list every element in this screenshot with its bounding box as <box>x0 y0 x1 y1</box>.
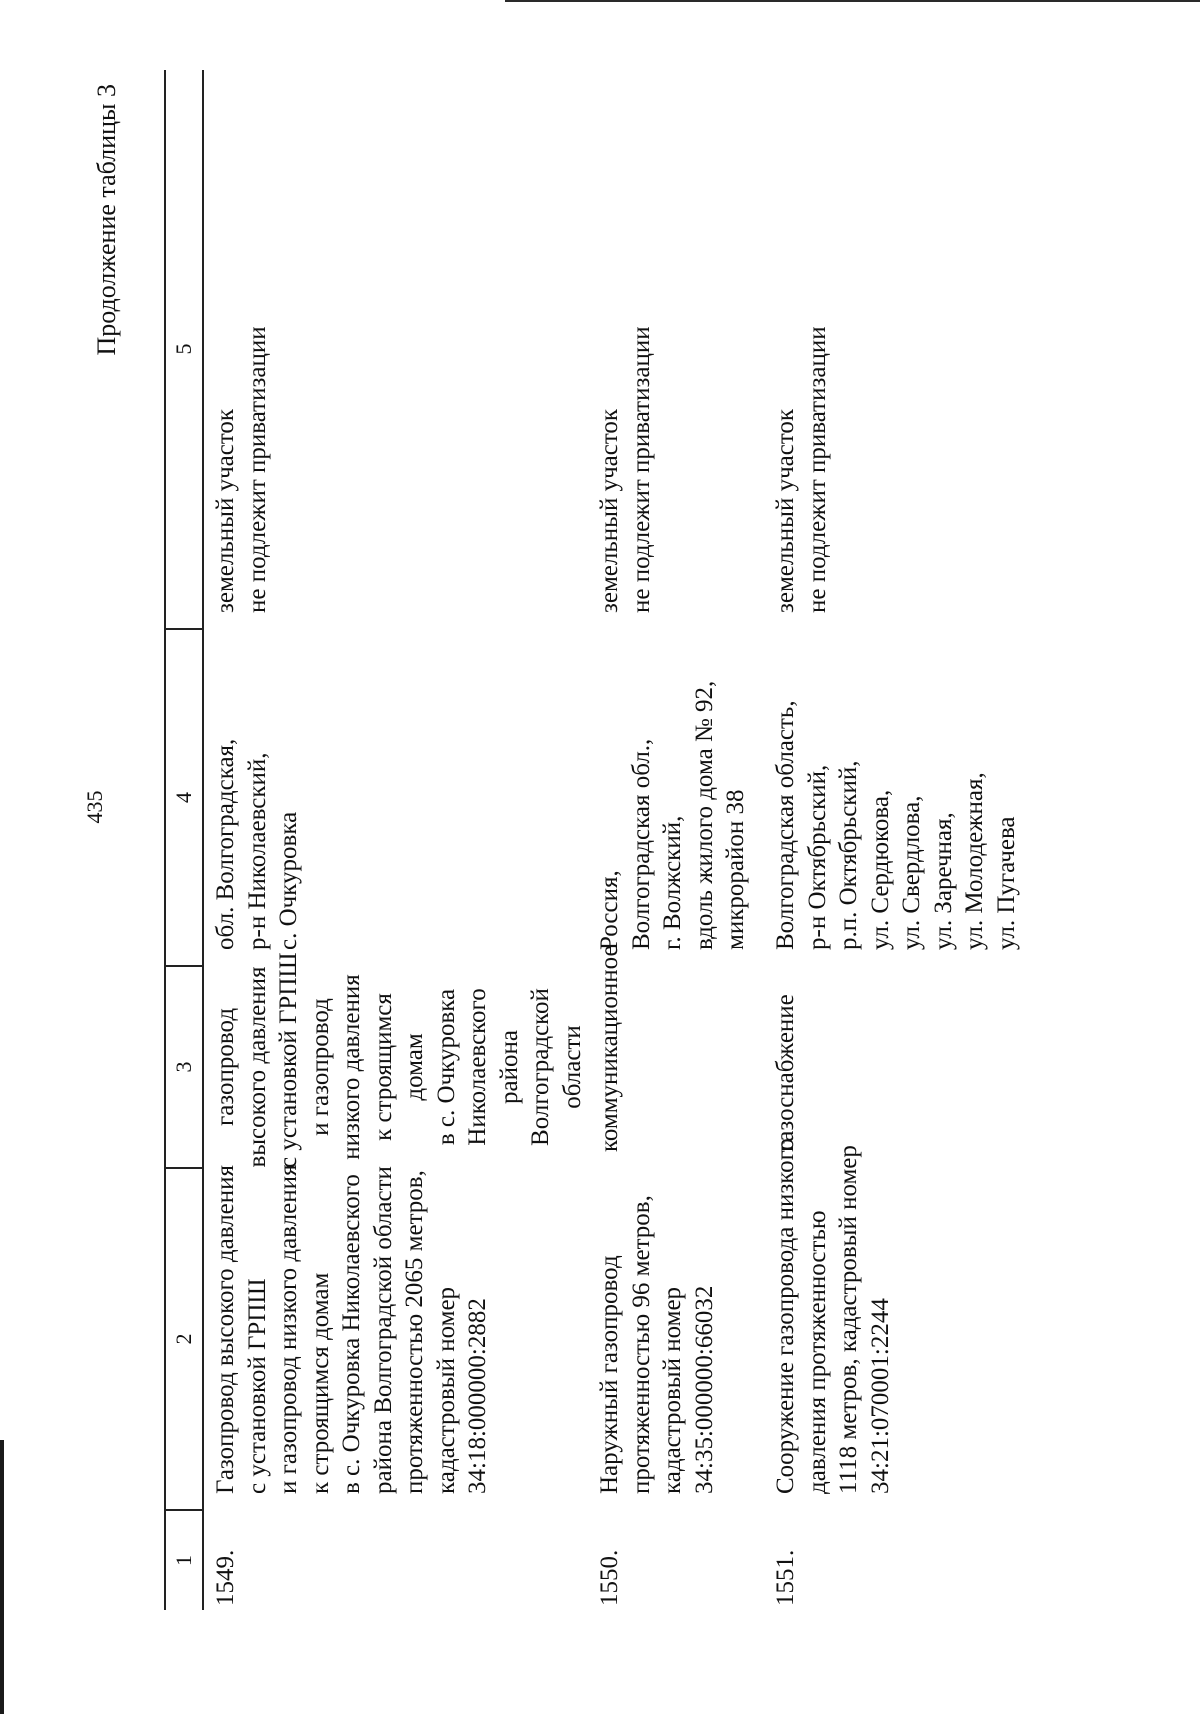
description-line: района Волгоградской области <box>369 1166 397 1494</box>
address-line: ул. Заречная, <box>929 812 957 950</box>
description-line: 1118 метров, кадастровый номер <box>835 1145 862 1494</box>
table-body <box>203 70 1024 1610</box>
purpose-cell <box>764 966 1024 1168</box>
row-number-cell <box>203 1510 588 1610</box>
column-header-1: 1 <box>165 1510 203 1610</box>
description-cell <box>764 1138 1024 1510</box>
note-cell <box>203 70 588 629</box>
address-text <box>204 629 305 966</box>
purpose-line: коммуникационное <box>596 945 623 1152</box>
description-line: 34:18:000000:2882 <box>464 1298 491 1494</box>
address-line: г. Волжский, <box>659 815 686 950</box>
note-text <box>588 70 657 629</box>
description-line: 34:35:000000:66032 <box>690 1285 718 1494</box>
note-line: не подлежит приватизации <box>803 326 831 613</box>
description-line: Сооружение газопровода низкого <box>772 1138 799 1494</box>
purpose-line: к строящимся <box>369 993 397 1141</box>
note-line: земельный участок <box>772 408 799 613</box>
purpose-line: района <box>495 1030 523 1104</box>
row-number-cell <box>764 1510 1024 1610</box>
purpose-line: газоснабжение <box>772 994 799 1152</box>
row-number: 1550. <box>596 1549 623 1606</box>
purpose-line: в с. Очкуровка <box>432 988 460 1146</box>
purpose-text <box>588 945 626 1168</box>
note-line: не подлежит приватизации <box>627 326 655 613</box>
table-continuation-note: Продолжение таблицы 3 <box>92 84 121 356</box>
description-line: Газопровод высокого давления <box>212 1165 239 1494</box>
address-cell <box>588 629 764 966</box>
page-number: 435 <box>82 790 107 824</box>
address-line: ул. Свердлова, <box>898 795 925 950</box>
description-text <box>764 1138 896 1510</box>
address-line: с. Очкуровка <box>275 811 302 950</box>
description-line: и газопровод низкого давления <box>275 1164 302 1494</box>
table-row <box>764 70 1024 1610</box>
column-header-5: 5 <box>165 70 203 629</box>
purpose-line: высокого давления <box>243 966 271 1168</box>
purpose-line: и газопровод <box>306 998 334 1136</box>
address-line: Волгоградская обл., <box>627 738 655 950</box>
address-line: Волгоградская область, <box>772 700 799 950</box>
row-number-cell <box>588 1510 764 1610</box>
note-text <box>204 70 273 629</box>
purpose-text <box>764 966 802 1168</box>
description-cell <box>203 1164 588 1510</box>
note-line: земельный участок <box>596 408 623 613</box>
address-line: р-н Октябрьский, <box>803 764 831 950</box>
address-line: ул. Пугачева <box>992 816 1020 950</box>
table-row <box>203 70 588 1610</box>
description-line: протяженностью 2065 метров, <box>401 1170 428 1494</box>
column-header-4: 4 <box>165 629 203 966</box>
purpose-line: низкого давления <box>338 974 365 1160</box>
table-row <box>588 70 764 1610</box>
description-line: в с. Очкуровка Николаевского <box>338 1174 365 1494</box>
address-line: ул. Сердюкова, <box>866 789 894 950</box>
purpose-text <box>204 952 588 1168</box>
note-line: земельный участок <box>212 408 239 613</box>
description-line: давления протяженностью <box>803 1210 831 1494</box>
table-3 <box>164 70 1024 1610</box>
address-cell <box>764 629 1024 966</box>
description-line: с установкой ГРПШ <box>243 1278 271 1494</box>
description-line: кадастровый номер <box>659 1286 686 1494</box>
address-line: вдоль жилого дома № 92, <box>690 680 718 950</box>
address-text <box>588 629 752 966</box>
address-line: Россия, <box>596 870 623 950</box>
description-line: кадастровый номер <box>432 1286 460 1494</box>
description-line: к строящимся домам <box>306 1272 334 1494</box>
address-line: р-н Николаевский, <box>243 752 271 950</box>
property-table <box>164 70 1024 1610</box>
purpose-cell <box>203 952 588 1168</box>
purpose-line: Волгоградской <box>527 988 554 1146</box>
description-line: протяженностью 96 метров, <box>627 1195 655 1494</box>
column-header-3: 3 <box>165 966 203 1168</box>
description-text <box>204 1164 494 1510</box>
address-line: р.п. Октябрьский, <box>835 760 862 950</box>
purpose-line: с установкой ГРПШ <box>275 952 302 1168</box>
purpose-line: Николаевского <box>464 988 491 1146</box>
purpose-line: домам <box>401 1033 428 1101</box>
table-header-row <box>165 70 203 1610</box>
description-cell <box>588 1168 764 1510</box>
description-line: Наружный газопровод <box>596 1255 623 1494</box>
description-line: 34:21:070001:2244 <box>866 1298 894 1494</box>
address-line: ул. Молодежная, <box>961 772 988 950</box>
row-number: 1551. <box>772 1549 799 1606</box>
purpose-cell <box>588 945 764 1168</box>
address-text <box>764 629 1022 966</box>
address-line: обл. Волгоградская, <box>212 738 239 950</box>
note-text <box>764 70 833 629</box>
row-number: 1549. <box>212 1549 239 1606</box>
address-line: микрорайон 38 <box>722 789 749 950</box>
column-header-2: 2 <box>165 1168 203 1510</box>
note-cell <box>588 70 764 629</box>
note-cell <box>764 70 1024 629</box>
address-cell <box>203 629 588 966</box>
description-text <box>588 1168 720 1510</box>
note-line: не подлежит приватизации <box>243 326 271 613</box>
purpose-line: газопровод <box>212 1007 239 1127</box>
purpose-line: области <box>558 1025 586 1109</box>
